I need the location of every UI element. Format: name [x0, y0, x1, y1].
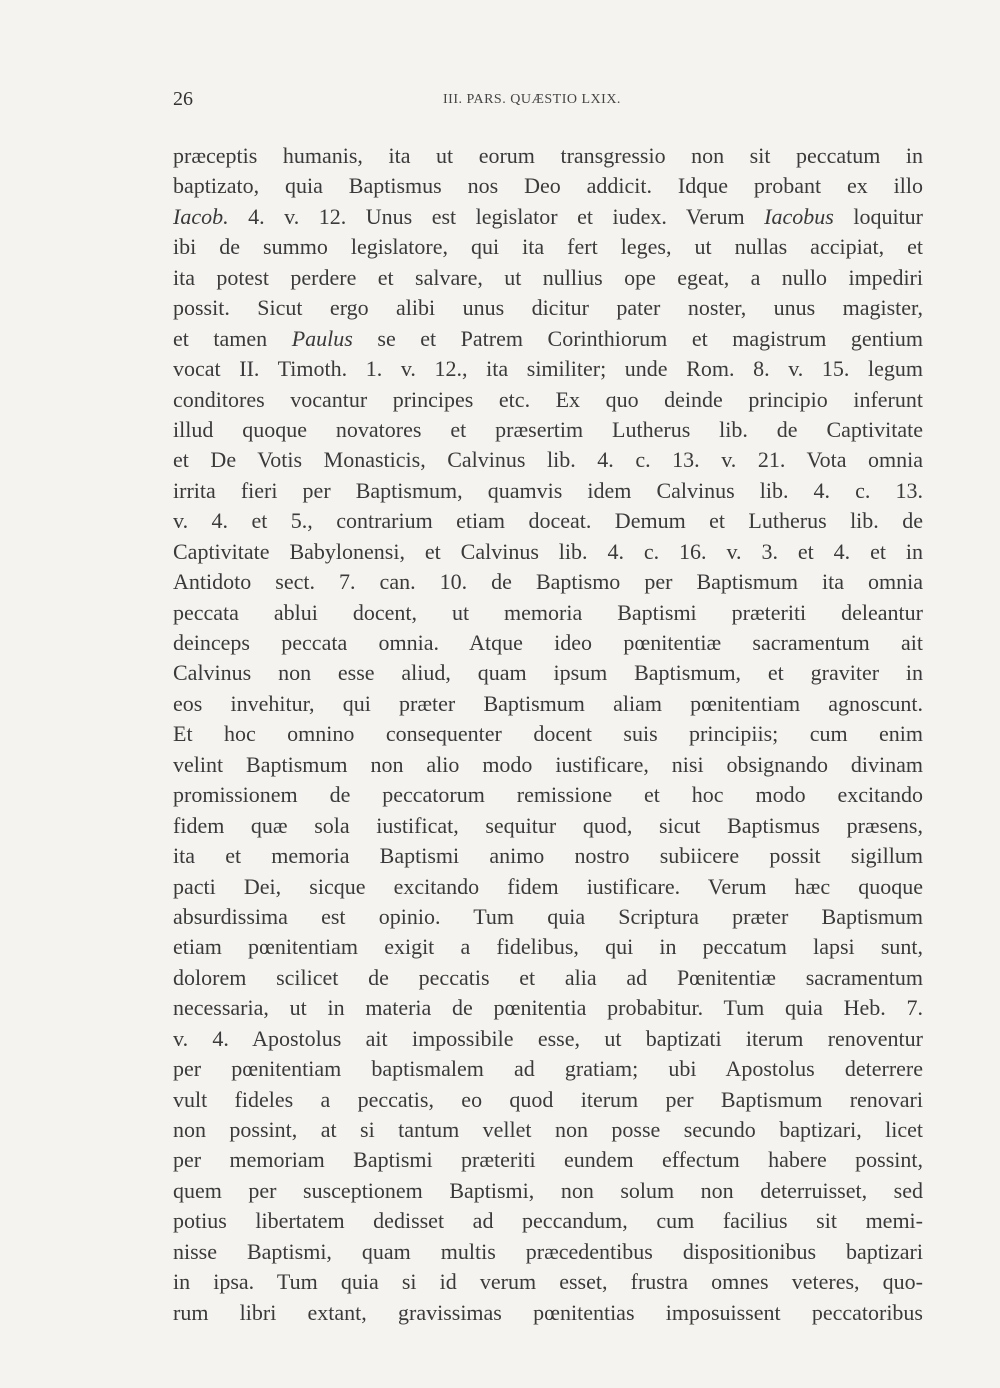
- text-line: dolorem scilicet de peccatis et alia ad Pœnitentiæ sacramentum: [173, 964, 923, 990]
- text-line: præceptis humanis, ita ut eorum transgressio non sit peccatum in: [173, 143, 923, 168]
- text-line: eos invehitur, qui præter Baptismum aliam pœnitentiam agnoscunt.: [173, 690, 923, 716]
- text-line: per memoriam Baptismi præteriti eundem effectum habere possint,: [173, 1147, 923, 1173]
- text-line: velint Baptismum non alio modo iustificare, nisi obsignando divinam: [173, 751, 923, 777]
- text-line: illud quoque novatores et præsertim Lutherus lib. de Captivitate: [173, 416, 923, 442]
- text-line: peccata ablui docent, ut memoria Baptismi præteriti deleantur: [173, 599, 923, 625]
- text-line: et tamen Paulus se et Patrem Corinthiorum et magistrum gentium: [173, 325, 923, 351]
- text-line: Iacob. 4. v. 12. Unus est legislator et iudex. Verum Iacobus loquitur: [173, 203, 923, 229]
- text-line: ibi de summo legislatore, qui ita fert leges, ut nullas accipiat, et: [173, 234, 923, 260]
- text-line: ita potest perdere et salvare, ut nullius ope egeat, a nullo impediri: [173, 264, 923, 290]
- text-line: ita et memoria Baptismi animo nostro subiicere possit sigillum: [173, 843, 923, 869]
- text-line: possit. Sicut ergo alibi unus dicitur pater noster, unus magister,: [173, 295, 923, 321]
- text-line: nisse Baptismi, quam multis præcedentibus dispositionibus baptizari: [173, 1238, 923, 1264]
- body-text: [173, 141, 923, 1328]
- text-line: Antidoto sect. 7. can. 10. de Baptismo per Baptismum ita omnia: [173, 569, 923, 595]
- text-line: promissionem de peccatorum remissione et hoc modo excitando: [173, 782, 923, 808]
- text-line: pacti Dei, sicque excitando fidem iustificare. Verum hæc quoque: [173, 873, 923, 899]
- text-line: v. 4. Apostolus ait impossibile esse, ut baptizati iterum renoventur: [173, 1025, 923, 1051]
- page-number: 26: [173, 88, 193, 110]
- text-line: baptizato, quia Baptismus nos Deo addicit. Idque probant ex illo: [173, 173, 923, 199]
- text-line: rum libri extant, gravissimas pœnitentias imposuissent peccatoribus: [173, 1299, 923, 1325]
- text-line: potius libertatem dedisset ad peccandum, cum facilius sit memi-: [173, 1208, 923, 1234]
- text-line: deinceps peccata omnia. Atque ideo pœnitentiæ sacramentum ait: [173, 630, 923, 655]
- text-line: etiam pœnitentiam exigit a fidelibus, qui in peccatum lapsi sunt,: [173, 934, 923, 960]
- text-line: quem per susceptionem Baptismi, non solum non deterruisset, sed: [173, 1177, 923, 1203]
- text-line: irrita fieri per Baptismum, quamvis idem Calvinus lib. 4. c. 13.: [173, 477, 923, 503]
- text-line: non possint, at si tantum vellet non posse secundo baptizari, licet: [173, 1117, 923, 1142]
- text-line: v. 4. et 5., contrarium etiam doceat. Demum et Lutherus lib. de: [173, 508, 923, 534]
- text-line: per pœnitentiam baptismalem ad gratiam; ubi Apostolus deterrere: [173, 1056, 923, 1082]
- text-line: absurdissima est opinio. Tum quia Scriptura præter Baptismum: [173, 903, 923, 929]
- running-head: III. PARS. QUÆSTIO LXIX.: [443, 92, 621, 107]
- page-header: [173, 88, 923, 118]
- text-line: in ipsa. Tum quia si id verum esset, frustra omnes veteres, quo-: [173, 1269, 923, 1295]
- text-line: Captivitate Babylonensi, et Calvinus lib. 4. c. 16. v. 3. et 4. et in: [173, 538, 923, 564]
- text-line: et De Votis Monasticis, Calvinus lib. 4. c. 13. v. 21. Vota omnia: [173, 447, 923, 473]
- text-line: vocat II. Timoth. 1. v. 12., ita similiter; unde Rom. 8. v. 15. legum: [173, 356, 923, 382]
- text-line: vult fideles a peccatis, eo quod iterum per Baptismum renovari: [173, 1086, 923, 1112]
- text-line: Et hoc omnino consequenter docent suis principiis; cum enim: [173, 721, 923, 747]
- text-line: fidem quæ sola iustificat, sequitur quod, sicut Baptismus præsens,: [173, 812, 923, 838]
- text-line: necessaria, ut in materia de pœnitentia probabitur. Tum quia Heb. 7.: [173, 995, 923, 1021]
- text-line: conditores vocantur principes etc. Ex quo deinde principio inferunt: [173, 386, 923, 412]
- text-line: Calvinus non esse aliud, quam ipsum Baptismum, et graviter in: [173, 660, 923, 686]
